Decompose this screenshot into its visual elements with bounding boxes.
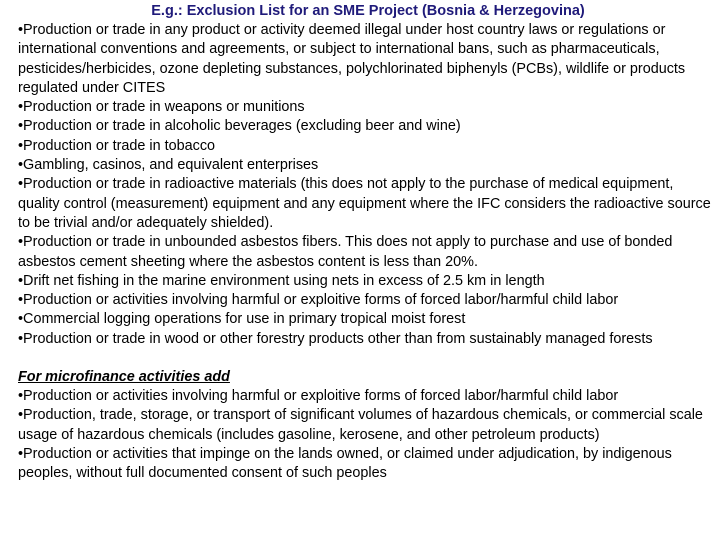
exclusion-item-text: Commercial logging operations for use in primary tropical moist forest: [23, 311, 466, 328]
bullet: •: [18, 292, 24, 309]
bullet: •: [18, 445, 24, 462]
bullet: •: [18, 137, 24, 154]
exclusion-item-text: Production or trade in tobacco: [23, 137, 216, 154]
bullet: •: [18, 118, 24, 135]
slide-title: E.g.: Exclusion List for an SME Project (Bosnia & Herzegovina): [151, 3, 585, 19]
exclusion-item-text: Production or trade in weapons or munitions: [23, 99, 305, 116]
bullet: •: [18, 22, 24, 38]
exclusion-item: [18, 175, 718, 233]
exclusion-item: [18, 117, 718, 136]
exclusion-item-text: Production or trade in unbounded asbestos fibers. This does not apply to purchase and use of bonded asbestos cement sheeting where the asbestos content is less than 20%.: [18, 234, 673, 270]
exclusion-list: [18, 21, 718, 349]
bullet: •: [18, 176, 24, 193]
bullet: •: [18, 330, 24, 347]
bullet: •: [18, 311, 24, 328]
exclusion-item: [18, 233, 718, 272]
microfinance-item: [18, 445, 718, 484]
section-spacer: [18, 349, 718, 368]
bullet: •: [18, 407, 24, 424]
bullet: •: [18, 388, 24, 405]
exclusion-item: [18, 156, 718, 175]
exclusion-item: [18, 98, 718, 117]
microfinance-item-text: Production or activities that impinge on the lands owned, or claimed under adjudication, by indigenous peoples, without full documented consent of such peoples: [18, 445, 672, 482]
exclusion-item-text: Production or trade in wood or other forestry products other than from sustainably managed forests: [23, 330, 653, 347]
microfinance-heading: For microfinance activities add: [18, 369, 230, 386]
bullet: •: [18, 157, 24, 174]
exclusion-item: [18, 21, 718, 98]
exclusion-item-text: Drift net fishing in the marine environment using nets in excess of 2.5 km in length: [23, 272, 545, 289]
microfinance-item: [18, 406, 718, 445]
microfinance-item-text: Production or activities involving harmful or exploitive forms of forced labor/harmful child labor: [23, 388, 619, 405]
exclusion-item: [18, 272, 718, 291]
exclusion-item-text: Production or trade in any product or activity deemed illegal under host country laws or regulations or international conventions and agreements, or subject to international bans, such as pharmaceuticals, pesticides/herbicides, ozone depleting substances, polychlorinated biphenyls (PCBs), wildlife or products regulated under CITES: [18, 22, 686, 96]
exclusion-item-text: Production or trade in radioactive materials (this does not apply to the purchase of medical equipment, quality control (measurement) equipment and any equipment where the IFC considers the radioactive source to be trivial and/or adequately shielded).: [18, 176, 711, 231]
exclusion-item: [18, 330, 718, 349]
exclusion-item: [18, 291, 718, 310]
exclusion-item: [18, 310, 718, 329]
slide: [18, 2, 718, 484]
microfinance-list: [18, 387, 718, 483]
exclusion-item-text: Production or trade in alcoholic beverages (excluding beer and wine): [23, 118, 461, 135]
exclusion-item: [18, 137, 718, 156]
microfinance-item-text: Production, trade, storage, or transport of significant volumes of hazardous chemicals, or commercial scale usage of hazardous chemicals (includes gasoline, kerosene, and other petroleum products): [18, 407, 703, 443]
bullet: •: [18, 99, 24, 116]
microfinance-item: [18, 387, 718, 406]
bullet: •: [18, 272, 24, 289]
bullet: •: [18, 234, 24, 251]
exclusion-item-text: Gambling, casinos, and equivalent enterprises: [23, 157, 319, 174]
exclusion-item-text: Production or activities involving harmful or exploitive forms of forced labor/harmful child labor: [23, 292, 619, 309]
